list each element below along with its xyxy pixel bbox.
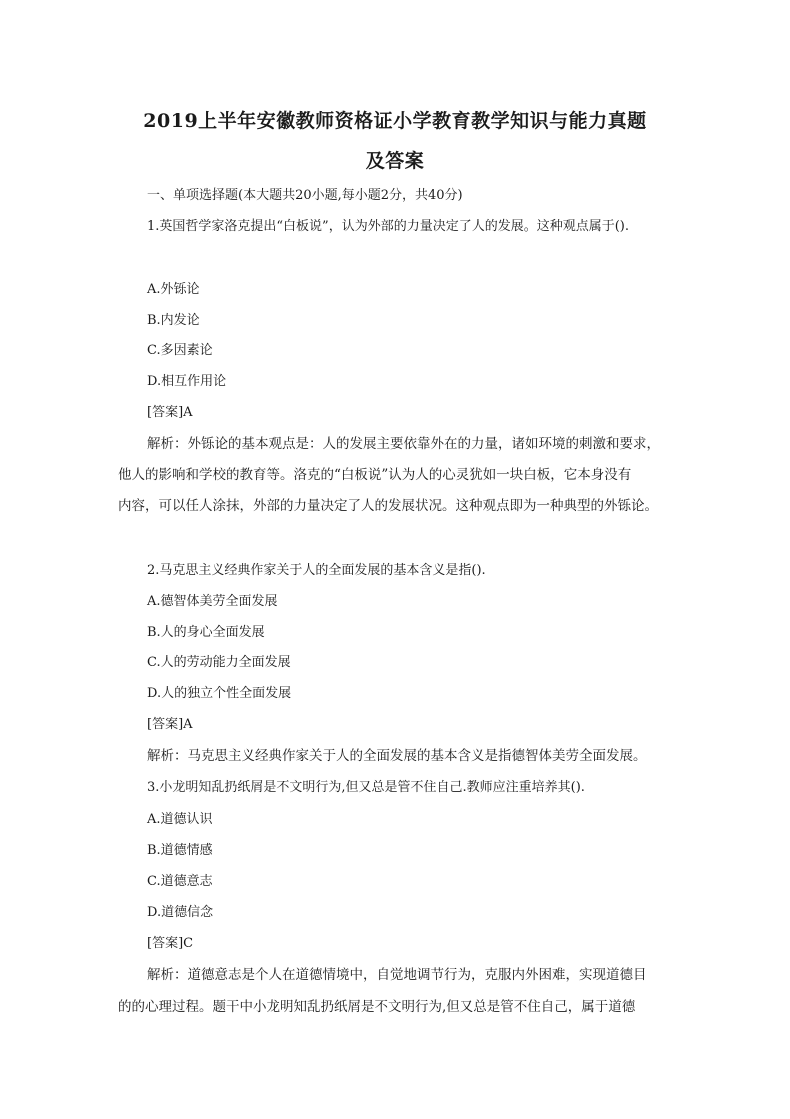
question-3-option-c: C.道德意志 — [147, 874, 213, 889]
document-title-line-1: 2019上半年安徽教师资格证小学教育教学知识与能力真题 — [143, 110, 647, 132]
question-3-stem: 3.小龙明知乱扔纸屑是不文明行为,但又总是管不住自己.教师应注重培养其(). — [147, 780, 585, 795]
question-1-option-a: A.外铄论 — [147, 282, 200, 297]
section-heading: 一、单项选择题(本大题共20小题,每小题2分，共40分) — [147, 188, 463, 203]
question-1-explanation-line-1: 解析：外铄论的基本观点是：人的发展主要依靠外在的力量，诸如环境的刺激和要求， — [147, 436, 660, 452]
question-3-answer: [答案]C — [147, 936, 194, 951]
question-1-explanation-line-3: 内容，可以任人涂抹，外部的力量决定了人的发展状况。这种观点即为一种典型的外铄论。 — [118, 498, 658, 514]
question-3-explanation-line-1: 解析：道德意志是个人在道德情境中，自觉地调节行为，克服内外困难，实现道德目 — [147, 967, 647, 983]
question-3-option-b: B.道德情感 — [147, 843, 213, 858]
question-2-option-c: C.人的劳动能力全面发展 — [147, 655, 291, 670]
question-3-explanation-line-2: 的的心理过程。题干中小龙明知乱扔纸屑是不文明行为,但又总是管不住自己，属于道德 — [118, 999, 636, 1015]
question-3-option-d: D.道德信念 — [147, 905, 214, 920]
question-2-option-b: B.人的身心全面发展 — [147, 625, 265, 640]
question-2-explanation-line-1: 解析：马克思主义经典作家关于人的全面发展的基本含义是指德智体美劳全面发展。 — [147, 748, 647, 764]
question-2-answer: [答案]A — [147, 717, 193, 732]
question-2-option-a: A.德智体美劳全面发展 — [147, 594, 278, 609]
question-1-stem: 1.英国哲学家洛克提出“白板说”，认为外部的力量决定了人的发展。这种观点属于(). — [147, 219, 629, 234]
question-1-answer: [答案]A — [147, 405, 193, 420]
question-2-option-d: D.人的独立个性全面发展 — [147, 686, 292, 701]
question-1-explanation-line-2: 他人的影响和学校的教育等。洛克的“白板说”认为人的心灵犹如一块白板，它本身没有 — [118, 467, 632, 483]
question-2-stem: 2.马克思主义经典作家关于人的全面发展的基本含义是指(). — [147, 563, 486, 578]
question-1-option-b: B.内发论 — [147, 313, 200, 328]
question-3-option-a: A.道德认识 — [147, 812, 213, 827]
document-title-line-2: 及答案 — [365, 150, 425, 172]
question-1-option-c: C.多因素论 — [147, 343, 213, 358]
question-1-option-d: D.相互作用论 — [147, 374, 227, 389]
